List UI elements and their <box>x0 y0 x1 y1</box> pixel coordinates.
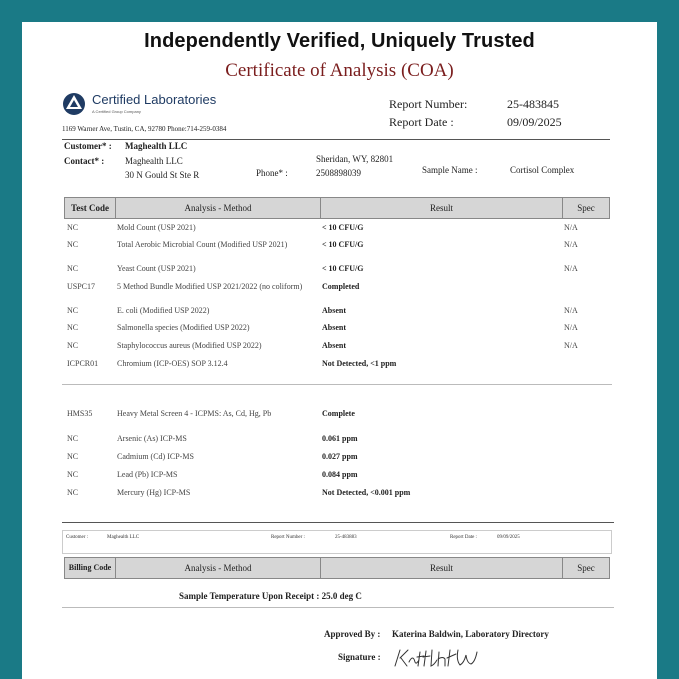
spec: N/A <box>564 264 578 273</box>
handwritten-signature-icon <box>392 644 487 670</box>
result: Not Detected, <1 ppm <box>322 359 397 368</box>
col-method: Analysis - Method <box>184 563 252 573</box>
test-code: NC <box>67 341 79 350</box>
page2-customer: Maghealth LLC <box>107 535 140 540</box>
test-code: NC <box>67 264 79 273</box>
analysis-method: Total Aerobic Microbial Count (Modified USP 2021) <box>117 240 288 249</box>
analysis-method: Staphylococcus aureus (Modified USP 2022) <box>117 341 262 350</box>
page2-report-number-label: Report Number : <box>271 535 305 540</box>
result: 0.084 ppm <box>322 470 358 479</box>
sample-temperature: Sample Temperature Upon Receipt : 25.0 deg C <box>179 591 362 601</box>
test-code: NC <box>67 488 79 497</box>
contact-city: Sheridan, WY, 82801 <box>316 154 394 164</box>
report-number: 25-483845 <box>507 97 559 111</box>
section-divider <box>62 384 612 385</box>
divider <box>62 522 614 523</box>
lab-address: 1169 Warner Ave, Tustin, CA, 92780 Phone:714-259-0384 <box>62 125 227 133</box>
lab-tagline: A Certified Group Company <box>92 109 141 114</box>
spec: N/A <box>564 306 578 315</box>
analysis-method: Mercury (Hg) ICP-MS <box>117 488 191 497</box>
col-spec: Spec <box>577 203 595 213</box>
sample-name-label: Sample Name : <box>422 165 478 175</box>
customer-name: Maghealth LLC <box>125 141 188 151</box>
lab-name: Certified Laboratories <box>92 92 217 107</box>
certificate-sheet <box>22 22 657 679</box>
analysis-method: Salmonella species (Modified USP 2022) <box>117 323 250 332</box>
test-code: NC <box>67 470 79 479</box>
spec: N/A <box>564 240 578 249</box>
contact-name: Maghealth LLC <box>125 156 183 166</box>
test-code: NC <box>67 434 79 443</box>
page2-info-bar <box>62 530 612 554</box>
test-code: ICPCR01 <box>67 359 99 368</box>
test-code: NC <box>67 306 79 315</box>
spec: N/A <box>564 341 578 350</box>
analysis-method: Chromium (ICP-OES) SOP 3.12.4 <box>117 359 228 368</box>
approved-by-label: Approved By : <box>324 629 381 639</box>
result: Absent <box>322 323 347 332</box>
result: 0.027 ppm <box>322 452 358 461</box>
result: Absent <box>322 341 347 350</box>
col-result: Result <box>429 563 453 573</box>
page2-report-date-label: Report Date : <box>450 535 477 540</box>
contact-street: 30 N Gould St Ste R <box>125 170 200 180</box>
spec: N/A <box>564 323 578 332</box>
headline: Independently Verified, Uniquely Trusted <box>144 30 535 52</box>
result: Complete <box>322 409 355 418</box>
result: Completed <box>322 282 360 291</box>
analysis-method: 5 Method Bundle Modified USP 2021/2022 (no coliform) <box>117 282 303 291</box>
page2-report-date: 09/09/2025 <box>497 535 520 540</box>
result: Not Detected, <0.001 ppm <box>322 488 411 497</box>
result: 0.061 ppm <box>322 434 358 443</box>
page2-customer-label: Customer : <box>66 535 89 540</box>
customer-label: Customer* : <box>64 141 112 151</box>
spec: N/A <box>564 223 578 232</box>
divider <box>62 139 610 140</box>
approver-name: Katerina Baldwin, Laboratory Directory <box>392 629 549 639</box>
result: Absent <box>322 306 347 315</box>
report-date: 09/09/2025 <box>507 115 562 129</box>
analysis-method: Yeast Count (USP 2021) <box>117 264 196 273</box>
col-billing-code: Billing Code <box>68 563 112 572</box>
test-code: NC <box>67 223 79 232</box>
analysis-method: Cadmium (Cd) ICP-MS <box>117 452 194 461</box>
divider <box>62 607 614 608</box>
col-spec: Spec <box>577 563 595 573</box>
lab-logo-icon <box>62 92 86 116</box>
results-table-header <box>64 197 610 219</box>
phone-label: Phone* : <box>256 168 288 178</box>
analysis-method: E. coli (Modified USP 2022) <box>117 306 210 315</box>
result: < 10 CFU/G <box>322 223 364 232</box>
analysis-method: Lead (Pb) ICP-MS <box>117 470 178 479</box>
signature-label: Signature : <box>338 652 381 662</box>
test-code: HMS35 <box>67 409 93 418</box>
page2-report-number: 25-483883 <box>335 535 357 540</box>
report-date-label: Report Date : <box>389 115 454 129</box>
sample-name: Cortisol Complex <box>510 165 575 175</box>
report-number-label: Report Number: <box>389 97 468 111</box>
result: < 10 CFU/G <box>322 264 364 273</box>
result: < 10 CFU/G <box>322 240 364 249</box>
test-code: NC <box>67 452 79 461</box>
col-result: Result <box>429 203 453 213</box>
document-title: Certificate of Analysis (COA) <box>225 60 454 81</box>
contact-label: Contact* : <box>64 156 105 166</box>
page2-table-header <box>64 557 610 579</box>
test-code: USPC17 <box>67 282 96 291</box>
test-code: NC <box>67 240 79 249</box>
phone: 2508898039 <box>316 168 361 178</box>
analysis-method: Heavy Metal Screen 4 - ICPMS: As, Cd, Hg, Pb <box>117 409 272 418</box>
analysis-method: Arsenic (As) ICP-MS <box>117 434 187 443</box>
col-test-code: Test Code <box>71 203 109 213</box>
col-method: Analysis - Method <box>184 203 252 213</box>
analysis-method: Mold Count (USP 2021) <box>117 223 196 232</box>
test-code: NC <box>67 323 79 332</box>
